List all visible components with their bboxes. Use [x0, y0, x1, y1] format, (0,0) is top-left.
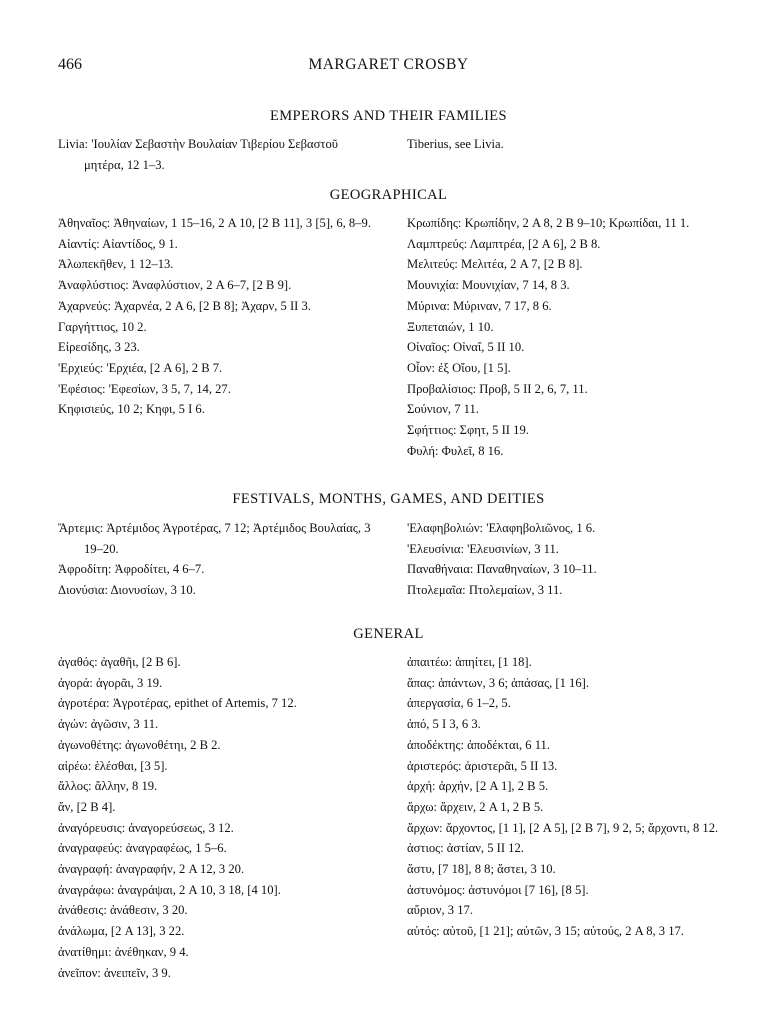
general-left-column: [58, 652, 378, 983]
index-entry: ἀποδέκτης: ἀποδέκται, 6 11.: [407, 737, 550, 752]
index-entry: ἀγαθός: ἀγαθῆι, [2 B 6].: [58, 655, 181, 669]
index-entry: Προβαλίσιος: Προβ, 5 II 2, 6, 7, 11.: [407, 381, 588, 396]
section-title-emperors: EMPERORS AND THEIR FAMILIES: [269, 108, 508, 124]
index-entry: ἀριστερός: ἀριστερᾶι, 5 II 13.: [407, 758, 558, 773]
index-entry: ἀπεργασία, 6 1–2, 5.: [407, 696, 511, 711]
index-entry: ἀνάλωμα, [2 A 13], 3 22.: [58, 924, 185, 939]
index-entry: ἄστυ, [7 18], 8 8; ἄστει, 3 10.: [407, 862, 556, 877]
index-entry: ἀπό, 5 I 3, 6 3.: [407, 717, 481, 732]
index-entry: ἀγωνοθέτης: ἀγωνοθέτηι, 2 B 2.: [58, 737, 221, 752]
index-entry: Σφήττιος: Σφητ, 5 II 19.: [407, 423, 529, 438]
index-entry: Οἰναῖος: Οἰναΐ, 5 II 10.: [407, 340, 525, 355]
index-entry: 'Εφέσιος: 'Εφεσίων, 3 5, 7, 14, 27.: [58, 381, 231, 396]
index-entry: Παναθήναια: Παναθηναίων, 3 10–11.: [407, 562, 597, 577]
index-entry: Ἀλωπεκῆθεν, 1 12–13.: [58, 257, 174, 272]
index-entry: ἀναγόρευσις: ἀναγορεύσεως, 3 12.: [58, 820, 234, 835]
page-number: 466: [58, 56, 82, 73]
index-entry: Αἰαντίς: Αἰαντίδος, 9 1.: [58, 236, 178, 251]
geographical-left-column: [58, 213, 378, 420]
index-entry: 'Ερχιεύς: 'Ερχιέα, [2 A 6], 2 B 7.: [58, 360, 223, 375]
general-right-column: [407, 652, 725, 942]
emperors-left-column: [58, 134, 378, 175]
index-entry: ἀγορά: ἀγορᾶι, 3 19.: [58, 675, 163, 690]
page-header: [58, 56, 719, 78]
festivals-right-column: [407, 518, 725, 601]
index-entry: ἀρχή: ἀρχήν, [2 A 1], 2 B 5.: [407, 779, 549, 794]
index-entry: ἄρχων: ἄρχοντος, [1 1], [2 A 5], [2 B 7], 9 2, 5; ἄρχοντι, 8 12.: [407, 820, 719, 835]
index-entry: Κηφισιεύς, 10 2; Κηφι, 5 I 6.: [58, 402, 205, 417]
index-entry: ἄρχω: ἄρχειν, 2 A 1, 2 B 5.: [407, 799, 544, 814]
index-entry: Διονύσια: Διονυσίων, 3 10.: [58, 583, 196, 598]
index-entry: Ἀφροδίτη: Ἀφροδίτει, 4 6–7.: [58, 562, 205, 577]
index-entry: Φυλή: Φυλεῖ, 8 16.: [407, 443, 504, 458]
index-entry: αὐτός: αὐτοῦ, [1 21]; αὐτῶν, 3 15; αὐτούς, 2 A 8, 3 17.: [407, 924, 684, 939]
index-entry: αἱρέω: ἑλέσθαι, [3 5].: [58, 758, 168, 773]
index-entry: Ἀναφλύστιος: Ἀναφλύστιον, 2 A 6–7, [2 B 9].: [58, 278, 292, 293]
index-entry: ἀστυνόμος: ἀστυνόμοι [7 16], [8 5].: [407, 882, 589, 897]
section-title-geographical: GEOGRAPHICAL: [329, 187, 448, 203]
index-entry: ἄλλος: ἄλλην, 8 19.: [58, 779, 158, 794]
index-entry: Ἀχαρνεύς: Ἀχαρνέα, 2 A 6, [2 B 8]; Ἀχαρν, 5 II 3.: [58, 298, 311, 313]
index-entry: Λαμπτρεύς: Λαμπτρέα, [2 A 6], 2 B 8.: [407, 236, 601, 251]
index-entry: Ξυπεταιών, 1 10.: [407, 319, 494, 334]
index-entry: ἀνατίθημι: ἀνέθηκαν, 9 4.: [58, 944, 189, 959]
index-entry: αὔριον, 3 17.: [407, 903, 473, 918]
index-entry: ἀστιος: ἀστίαν, 5 II 12.: [407, 841, 524, 856]
index-entry: ἀνάθεσις: ἀνάθεσιν, 3 20.: [58, 903, 188, 918]
index-entry: ἀγών: ἀγῶσιν, 3 11.: [58, 717, 159, 732]
section-title-general: GENERAL: [353, 626, 424, 642]
index-entry: ἄν, [2 B 4].: [58, 799, 116, 814]
emperors-right-column: [407, 134, 725, 155]
index-entry: Ἄρτεμις: Ἀρτέμιδος Ἀγροτέρας, 7 12; Ἀρτέμιδος Βουλαίας, 3 19–20.: [58, 521, 371, 556]
index-entry: ἀναγραφή: ἀναγραφήν, 2 A 12, 3 20.: [58, 862, 245, 877]
festivals-left-column: [58, 518, 378, 601]
index-entry: Ἀθηναῖος: Ἀθηναίων, 1 15–16, 2 A 10, [2 B 11], 3 [5], 6, 8–9.: [58, 216, 371, 230]
index-entry: Μουνιχία: Μουνιχίαν, 7 14, 8 3.: [407, 278, 570, 293]
index-entry: Γαργήττιος, 10 2.: [58, 319, 147, 334]
index-entry: ἀπαιτέω: ἀπηίτει, [1 18].: [407, 655, 532, 669]
index-entry: Πτολεμαῖα: Πτολεμαίων, 3 11.: [407, 583, 563, 598]
index-entry: 'Ελευσίνια: 'Ελευσινίων, 3 11.: [407, 541, 559, 556]
index-entry: ἅπας: ἁπάντων, 3 6; ἁπάσας, [1 16].: [407, 675, 589, 690]
index-entry: ἀναγραφεύς: ἀναγραφέως, 1 5–6.: [58, 841, 227, 856]
index-entry: ἀναγράφω: ἀναγράψαι, 2 A 10, 3 18, [4 10].: [58, 882, 281, 897]
index-entry: Μύρινα: Μύριναν, 7 17, 8 6.: [407, 298, 552, 313]
geographical-right-column: [407, 213, 725, 461]
running-title: MARGARET CROSBY: [308, 56, 469, 73]
index-entry: Μελιτεύς: Μελιτέα, 2 A 7, [2 B 8].: [407, 257, 583, 272]
section-title-festivals: FESTIVALS, MONTHS, GAMES, AND DEITIES: [232, 491, 545, 507]
index-entry: Σούνιον, 7 11.: [407, 402, 479, 417]
index-entry: ἀγροτέρα: Ἀγροτέρας, epithet of Artemis, 7 12.: [58, 696, 297, 711]
index-entry: Tiberius, see Livia.: [407, 137, 504, 151]
index-entry: Οἶον: ἐξ Οἴου, [1 5].: [407, 360, 511, 375]
index-entry: Livia: 'Ιουλίαν Σεβαστὴν Βουλαίαν Τιβερίου Σεβαστοῦ μητέρα, 12 1–3.: [58, 137, 338, 172]
index-entry: Κρωπίδης: Κρωπίδην, 2 A 8, 2 B 9–10; Κρωπίδαι, 11 1.: [407, 216, 690, 230]
index-entry: 'Ελαφηβολιών: 'Ελαφηβολιῶνος, 1 6.: [407, 521, 596, 535]
index-entry: ἀνεῖπον: ἀνειπεῖν, 3 9.: [58, 965, 171, 980]
index-entry: Εἰρεσίδης, 3 23.: [58, 340, 140, 355]
